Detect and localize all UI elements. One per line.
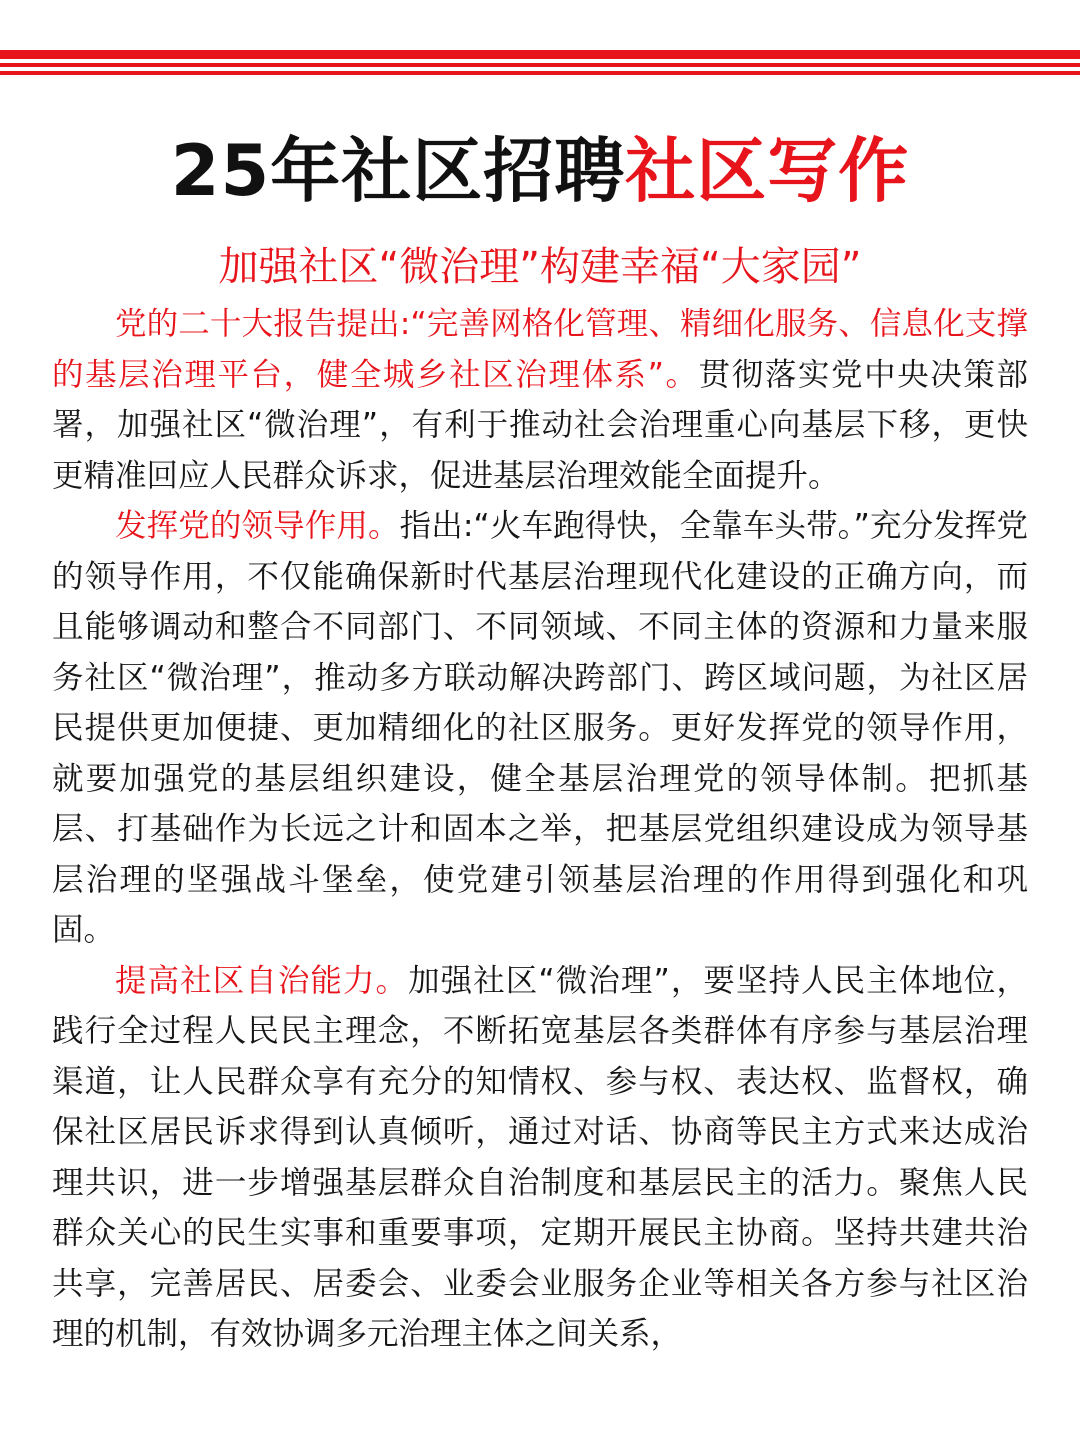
paragraph-highlight: 提高社区自治能力。 [115, 962, 409, 999]
title-main: 25年社区招聘 [170, 130, 626, 212]
paragraph-text: 贯彻落实党中央决策部署，加强社区“微治理”，有利于推动社会治理重心向基层下移，更快更精准回应人民群众诉求，促进基层治理效能全面提升。 [52, 356, 1028, 494]
header-decorative-stripes [0, 50, 1080, 76]
stripe-thin [0, 63, 1080, 67]
stripe-thin [0, 71, 1080, 75]
stripe-thick [0, 50, 1080, 59]
page-title [0, 128, 1080, 214]
paragraph [52, 501, 1028, 956]
paragraph [52, 299, 1028, 501]
article-body [52, 299, 1028, 1360]
paragraph-highlight: 发挥党的领导作用。 [115, 508, 400, 544]
title-highlight: 社区写作 [625, 130, 910, 212]
paragraph-text: 加强社区“微治理”，要坚持人民主体地位，践行全过程人民民主理念，不断拓宽基层各类群体有序参与基层治理渠道，让人民群众享有充分的知情权、参与权、表达权、监督权，确保社区居民诉求得到认真倾听，通过对话、协商等民主方式来达成治理共识，进一步增强基层群众自治制度和基层民主的活力。聚焦人民群众关心的民生实事和重要事项，定期开展民主协商。坚持共建共治共享，完善居民、居委会、业委会业服务企业等相关各方参与社区治理的机制，有效协调多元治理主体之间关系， [52, 962, 1028, 1352]
paragraph-highlight: 党的二十大报告提出:“完善网格化管理、精细化服务、信息化支撑的基层治理平台，健全城乡社区治理体系”。 [52, 306, 1028, 393]
article-subtitle: 加强社区“微治理”构建幸福“大家园” [218, 244, 862, 290]
paragraph [52, 956, 1028, 1360]
paragraph-text: 指出:“火车跑得快，全靠车头带。”充分发挥党的领导作用，不仅能确保新时代基层治理现代化建设的正确方向，而且能够调动和整合不同部门、不同领域、不同主体的资源和力量来服务社区“微治理”，推动多方联动解决跨部门、跨区域问题，为社区居民提供更加便捷、更加精细化的社区服务。更好发挥党的领导作用，就要加强党的基层组织建设，健全基层治理党的领导体制。把抓基层、打基础作为长远之计和固本之举，把基层党组织建设成为领导基层治理的坚强战斗堡垒，使党建引领基层治理的作用得到强化和巩固。 [52, 508, 1028, 948]
